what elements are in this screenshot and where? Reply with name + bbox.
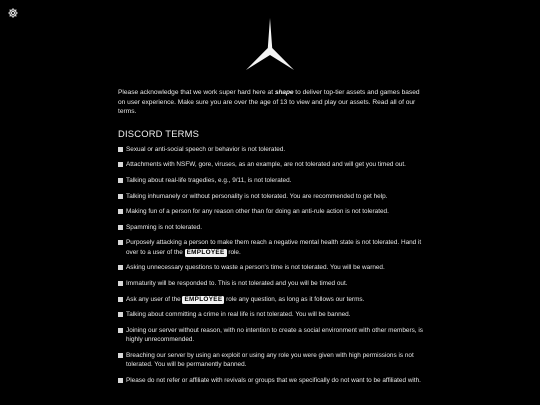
- brand-name: shape: [274, 89, 294, 96]
- bullet-square: [118, 209, 123, 214]
- gear-icon[interactable]: [7, 7, 19, 19]
- bullet-square: [118, 281, 123, 286]
- bullet-square: [118, 225, 123, 230]
- bullet-square: [118, 378, 123, 383]
- list-item: Making fun of a person for any reason other than for doing an anti-rule action is not tolerated.: [118, 207, 424, 216]
- list-item: Immaturity will be responded to. This is not tolerated and you will be timed out.: [118, 279, 424, 288]
- bullet-square: [118, 265, 123, 270]
- bullet-square: [118, 297, 123, 302]
- list-item: Purposely attacking a person to make them reach a negative mental health state is not tolerated. Hand it over to a user of the EMPLOYEE role.: [118, 238, 424, 257]
- list-item: Talking about committing a crime in real life is not tolerated. You will be banned.: [118, 310, 424, 319]
- list-item: Joining our server without reason, with no intention to create a social environment with other members, is highly unrecommended.: [118, 326, 424, 345]
- intro-text: Please acknowledge that we work super hard here at shape to deliver top-tier assets and games based on user experience. Make sure you are over the age of 13 to view and play our assets. Read all of our terms.: [118, 89, 420, 116]
- bullet-square: [118, 194, 123, 199]
- bullet-square: [118, 178, 123, 183]
- terms-content: [118, 88, 424, 391]
- list-item: Spamming is not tolerated.: [118, 223, 424, 232]
- list-item: Asking unnecessary questions to waste a person's time is not tolerated. You will be warned.: [118, 263, 424, 272]
- employee-role-badge: EMPLOYEE: [186, 248, 225, 256]
- list-item: Attachments with NSFW, gore, viruses, as an example, are not tolerated and will get you timed out.: [118, 160, 424, 169]
- bullet-square: [118, 240, 123, 245]
- tri-star-logo: [246, 18, 294, 70]
- terms-list: [118, 145, 424, 385]
- bullet-square: [118, 312, 123, 317]
- section-title: DISCORD TERMS: [118, 127, 200, 139]
- list-item: Please do not refer or affiliate with revivals or groups that we specifically do not want to be affiliated with.: [118, 376, 424, 385]
- employee-role-badge: EMPLOYEE: [184, 295, 223, 303]
- bullet-square: [118, 162, 123, 167]
- list-item: Talking inhumanely or without personality is not tolerated. You are recommended to get help.: [118, 192, 424, 201]
- list-item: Ask any user of the EMPLOYEE role any question, as long as it follows our terms.: [118, 295, 424, 304]
- bullet-square: [118, 353, 123, 358]
- bullet-square: [118, 147, 123, 152]
- list-item: Breaching our server by using an exploit or using any role you were given with high permissions is not tolerated. You will be permanently banned.: [118, 351, 424, 370]
- list-item: Talking about real-life tragedies, e.g., 9/11, is not tolerated.: [118, 176, 424, 185]
- list-item: Sexual or anti-social speech or behavior is not tolerated.: [118, 145, 424, 154]
- bullet-square: [118, 328, 123, 333]
